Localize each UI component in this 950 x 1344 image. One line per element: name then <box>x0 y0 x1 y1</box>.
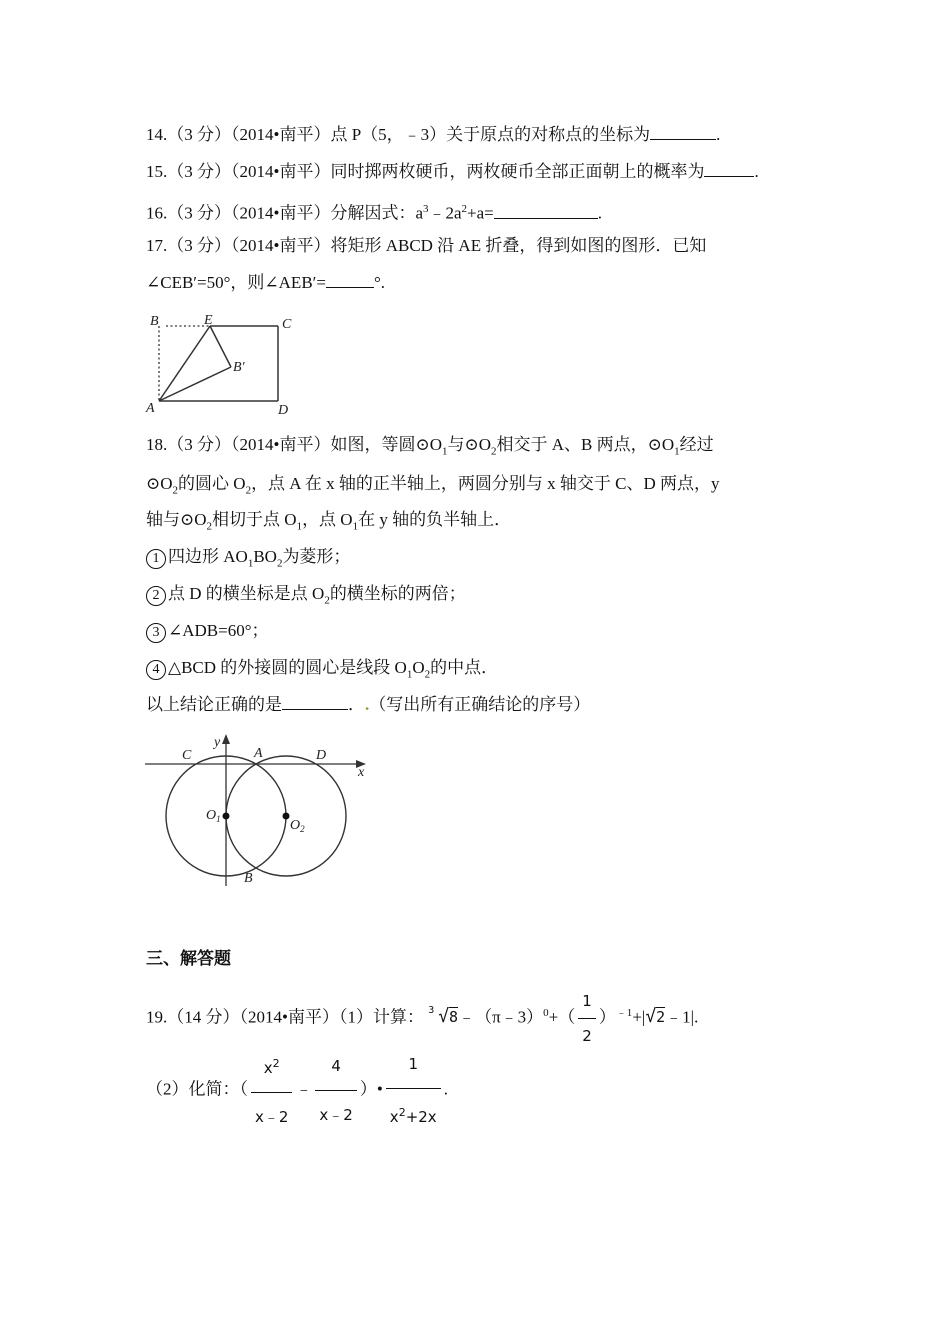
question-14: 14.（3 分）（2014•南平）点 P（5，﹣3）关于原点的对称点的坐标为 . <box>146 125 721 144</box>
question-18-answer-line: 以上结论正确的是 ．.（写出所有正确结论的序号） <box>146 695 591 714</box>
label-O2: $O_2$ <box>290 818 305 834</box>
figure-17-rectangle-fold <box>140 308 320 420</box>
question-18-line-1: 18.（3 分）（2014•南平）如图，等圆$⊙O_1$与$⊙O_2$相交于 A、B 两点，$⊙O_1$经过 <box>146 435 714 458</box>
question-18-line-3: 轴与$⊙O_2$相切于点 $O_1$，点 $O_1$在 y 轴的负半轴上． <box>146 510 512 533</box>
label-O1: $O_1$ <box>206 808 221 824</box>
label-x: x <box>358 765 365 780</box>
question-19-part-1: 19.（14 分）（2014•南平）（1）计算： 3 √8﹣（π﹣3）$^0$+（ $\frac{1}{2}$ ）$^{﹣1}$+|√2﹣1|. <box>146 984 698 1053</box>
label-C: C <box>182 748 192 763</box>
q15-answer-blank[interactable] <box>704 160 754 177</box>
label-D: D <box>278 403 289 418</box>
question-16: 16.（3 分）（2014•南平）分解因式：$a^3﹣2a^2+a=$ . <box>146 203 603 223</box>
question-15: 15.（3 分）（2014•南平）同时掷两枚硬币，两枚硬币全部正面朝上的概率为 . <box>146 162 759 181</box>
q15-text: 15.（3 分）（2014•南平）同时掷两枚硬币，两枚硬币全部正面朝上的概率为 <box>146 162 705 181</box>
fraction-one-half: $\frac{1}{2}$ <box>578 984 596 1053</box>
q14-answer-blank[interactable] <box>650 123 716 140</box>
label-C: C <box>282 317 292 332</box>
label-E: E <box>204 313 213 328</box>
conclusion-4: 4 △BCD 的外接圆的圆心是线段 $O_1O_2$的中点． <box>146 656 498 686</box>
fraction-1-over-x2-plus-2x: $\frac{1}{x^2+2x}$ <box>386 1040 441 1141</box>
label-B: B <box>150 314 159 329</box>
figure-18-two-circles <box>140 726 380 892</box>
conclusion-3: 3 ∠ADB=60°； <box>146 619 269 643</box>
label-B: B <box>244 871 253 886</box>
question-19-part-2: （2）化简：（ $\frac{x^2}{x﹣2}$ ﹣ $\frac{4}{x﹣2}$ ）• $\frac{1}{x^2+2x}$ . <box>146 1040 448 1141</box>
q18-answer-blank[interactable] <box>282 693 348 710</box>
fraction-4-over-x-minus-2: $\frac{4}{x﹣2}$ <box>315 1042 356 1139</box>
q14-text: 14.（3 分）（2014•南平）点 P（5，﹣3）关于原点的对称点的坐标为 <box>146 125 651 144</box>
label-A: A <box>254 746 263 761</box>
label-D: D <box>316 748 327 763</box>
q16-answer-blank[interactable] <box>494 202 598 219</box>
sqrt-2: √2 <box>645 1006 666 1028</box>
q17-answer-blank[interactable] <box>326 271 374 288</box>
conclusion-1: 1 四边形 $AO_1BO_2$为菱形； <box>146 545 350 575</box>
question-18-line-2: $⊙O_2$的圆心 $O_2$，点 A 在 x 轴的正半轴上，两圆分别与 x 轴交于 C、D 两点，y <box>146 474 720 497</box>
question-17-line-2: ∠CEB′=50°，则∠AEB′= °. <box>146 273 386 292</box>
cube-root-8: 3 √8 <box>428 1005 459 1028</box>
label-B-prime: B′ <box>233 360 245 375</box>
conclusion-2: 2 点 D 的横坐标是点 $O_2$的横坐标的两倍； <box>146 582 466 612</box>
label-y: y <box>214 735 221 750</box>
section-3-heading: 三、解答题 <box>146 949 231 969</box>
label-A: A <box>146 401 155 416</box>
fraction-x2-over-x-minus-2: $\frac{x^2}{x﹣2}$ <box>251 1040 292 1141</box>
question-17-line-1: 17.（3 分）（2014•南平）将矩形 ABCD 沿 AE 折叠，得到如图的图形．已知 <box>146 236 707 255</box>
